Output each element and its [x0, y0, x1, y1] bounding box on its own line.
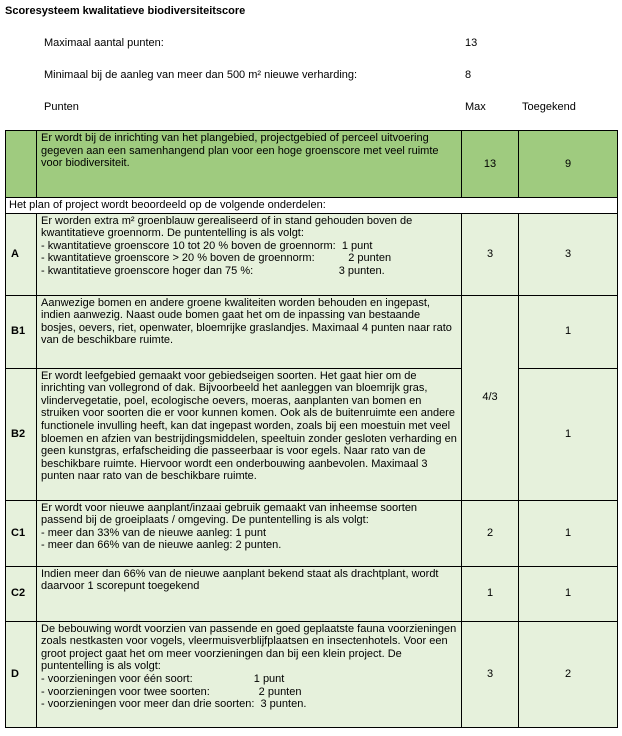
row-text [37, 213, 462, 295]
row-text [37, 500, 462, 566]
row-text-line: - voorzieningen voor twee soorten: 2 punten [41, 685, 302, 698]
row-text-line: De bebouwing wordt voorzien van passende en goed geplaatste fauna voorzieningen zoals nestkasten voor vogels, vleermuisverblijfplaatsen en insectenhotels. Voor een groot project gaat het om meer voorzieningen dan bij een klein project. De puntentelling is als volgt: [41, 622, 460, 673]
points-header: Punten [44, 101, 79, 113]
row-text-line: - kwantitatieve groenscore > 20 % boven de groennorm: 2 punten [41, 252, 392, 265]
table-row [6, 621, 618, 727]
section-label: Het plan of project wordt beoordeeld op de volgende onderdelen: [6, 198, 618, 214]
row-max: 1 [462, 566, 519, 621]
row-awarded: 1 [519, 368, 618, 500]
row-text-line: Er worden extra m² groenblauw gerealiseerd of in stand gehouden boven de kwantitatieve groennorm. De puntentelling is als volgt: [41, 214, 416, 240]
row-text [37, 621, 462, 727]
row-awarded: 1 [519, 566, 618, 621]
row-text-line: - voorzieningen voor meer dan drie soorten: 3 punten. [41, 698, 307, 711]
row-max: 3 [462, 621, 519, 727]
min-points-value: 8 [465, 69, 472, 81]
row-max: 2 [462, 500, 519, 566]
row-code: C1 [6, 500, 37, 566]
row-max: 3 [462, 213, 519, 295]
section-row [6, 198, 618, 214]
row-awarded: 3 [519, 213, 618, 295]
summary-text: Er wordt bij de inrichting van het plangebied, projectgebied of perceel uitvoering gegeven aan een samenhangend plan voor een hoge groenscore met veel ruimte voor biodiversiteit. [37, 131, 462, 198]
row-text-line: - kwantitatieve groenscore hoger dan 75 %: 3 punten. [41, 264, 385, 277]
row-text-line: - meer dan 33% van de nieuwe aanleg: 1 punt [41, 526, 267, 539]
min-points-label: Minimaal bij de aanleg van meer dan 500 m² nieuwe verharding: [44, 69, 358, 81]
table-row [6, 213, 618, 295]
row-awarded: 1 [519, 295, 618, 368]
row-text-line: Er wordt voor nieuwe aanplant/inzaai gebruik gemaakt van inheemse soorten passend bij de groeiplaats / omgeving. De puntentelling is als volgt: [41, 501, 421, 527]
awarded-header: Toegekend [522, 101, 576, 113]
summary-code-cell [6, 131, 37, 198]
row-text: Aanwezige bomen en andere groene kwaliteiten worden behouden en ingepast, indien aanwezig. Naast oude bomen gaat het om de inpassing van bestaande bosjes, oevers, riet, openwater, bloemrijke graslandjes. Maximaal 4 punten naar rato van de beschikbare ruimte. [37, 295, 462, 368]
row-max-shared: 4/3 [462, 295, 519, 500]
row-code: A [6, 213, 37, 295]
row-code: C2 [6, 566, 37, 621]
row-code: B1 [6, 295, 37, 368]
row-text-line: - meer dan 66% van de nieuwe aanleg: 2 punten. [41, 539, 282, 552]
max-points-label: Maximaal aantal punten: [44, 37, 164, 49]
row-text: Er wordt leefgebied gemaakt voor gebiedseigen soorten. Het gaat hier om de inrichting van vollegrond of dak. Bijvoorbeeld het aanleggen van bloemrijk gras, vlindervegetatie, poel, ecologische oevers, moeras, aanplanten van bomen en struiken voor soorten die er voor kunnen komen. Ook als de buitenruimte een andere functionele invulling heeft, kan dat ingepast worden, zoals bij een moestuin met veel bloemen en afzien van bestrijdingsmiddelen, speeltuin zonder gesloten verharding en geen kunstgras, erfafscheiding die passeerbaar is voor egels. Naar rato van de beschikbare ruimte. Hiervoor wordt een onderbouwing aanbevolen. Maximaal 3 punten naar rato van de beschikbare ruimte. [37, 368, 462, 500]
row-text-line: - kwantitatieve groenscore 10 tot 20 % boven de groennorm: 1 punt [41, 239, 373, 252]
row-text-line: - voorzieningen voor één soort: 1 punt [41, 672, 285, 685]
max-points-value: 13 [465, 37, 478, 49]
summary-awarded: 9 [519, 131, 618, 198]
table-row [6, 566, 618, 621]
summary-row [6, 131, 618, 198]
document-title: Scoresysteem kwalitatieve biodiversiteitscore [5, 5, 246, 17]
score-table [5, 130, 618, 728]
row-awarded: 1 [519, 500, 618, 566]
max-header: Max [465, 101, 486, 113]
row-code: B2 [6, 368, 37, 500]
row-awarded: 2 [519, 621, 618, 727]
row-text: Indien meer dan 66% van de nieuwe aanplant bekend staat als drachtplant, wordt daarvoor 1 scorepunt toegekend [37, 566, 462, 621]
table-row [6, 500, 618, 566]
summary-max: 13 [462, 131, 519, 198]
table-row [6, 368, 618, 500]
table-row [6, 295, 618, 368]
row-code: D [6, 621, 37, 727]
